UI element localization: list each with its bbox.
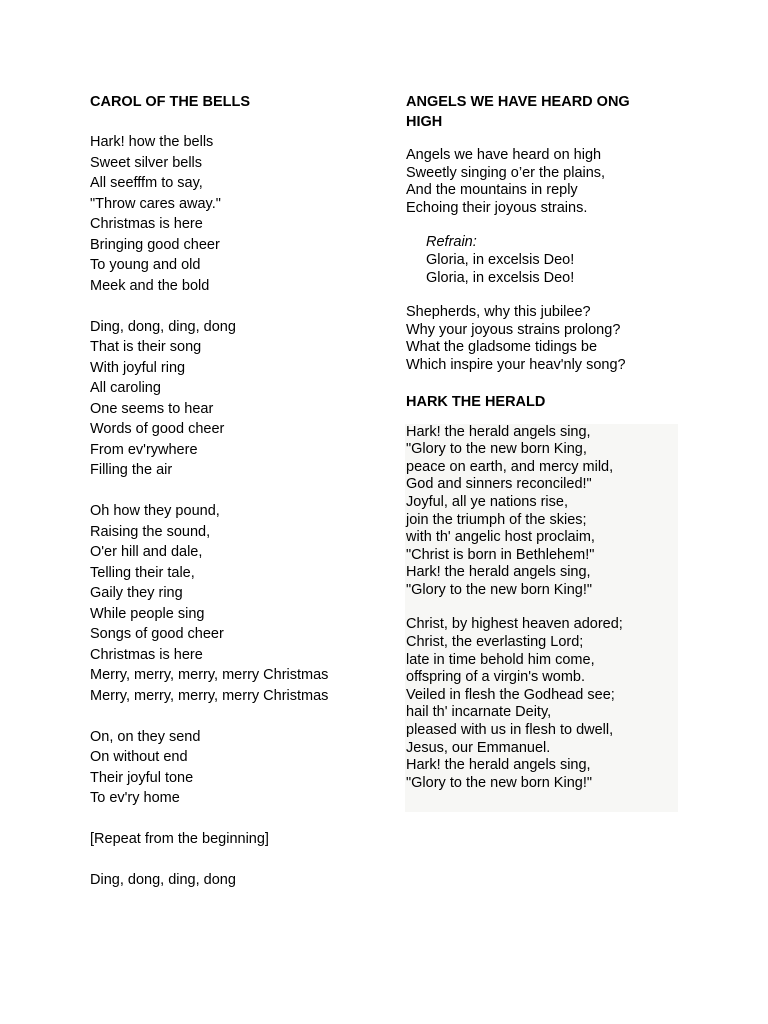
carol-of-the-bells-title: CAROL OF THE BELLS	[90, 94, 251, 110]
angels-stanza-1	[406, 147, 678, 217]
herald-line: with th' angelic host proclaim,	[406, 529, 595, 546]
carol-line: Bringing good cheer	[90, 236, 220, 253]
refrain-line: Gloria, in excelsis Deo!	[426, 251, 575, 268]
herald-line: Joyful, all ye nations rise,	[406, 493, 568, 510]
carol-line: One seems to hear	[90, 400, 214, 417]
herald-line: "Glory to the new born King!"	[406, 581, 593, 598]
herald-line: God and sinners reconciled!"	[406, 476, 592, 493]
carol-line: Meek and the bold	[90, 277, 210, 294]
hark-the-herald-title: HARK THE HERALD	[406, 393, 546, 410]
herald-line: Jesus, our Emmanuel.	[406, 739, 551, 756]
left-column	[90, 92, 390, 911]
herald-stanza	[406, 424, 678, 600]
carol-line: All caroling	[90, 380, 161, 396]
angels-line: Why your joyous strains prolong?	[406, 321, 621, 338]
carol-line: Sweet silver bells	[90, 154, 203, 171]
carol-line: Christmas is here	[90, 646, 203, 663]
carol-line: O'er hill and dale,	[90, 544, 203, 560]
carol-line: Telling their tale,	[90, 564, 195, 581]
herald-line: Christ, the everlasting Lord;	[406, 634, 584, 651]
carol-line: Ding, dong, ding, dong	[90, 872, 236, 888]
carol-of-the-bells-lyrics	[90, 132, 390, 891]
herald-line: Hark! the herald angels sing,	[406, 757, 591, 774]
carol-line: Oh how they pound,	[90, 503, 220, 519]
refrain-line: Gloria, in excelsis Deo!	[426, 269, 575, 286]
carol-line: Ding, dong, ding, dong	[90, 318, 236, 335]
herald-line: Hark! the herald angels sing,	[406, 564, 591, 581]
carol-stanza	[90, 317, 390, 481]
carol-line: From ev'rywhere	[90, 441, 198, 458]
herald-line: "Christ is born in Bethlehem!"	[406, 546, 595, 563]
carol-stanza	[90, 501, 390, 706]
angels-title-line-2: HIGH	[406, 114, 443, 130]
carol-line: That is their song	[90, 339, 202, 355]
herald-line: offspring of a virgin's womb.	[406, 669, 585, 686]
carol-line: On without end	[90, 749, 188, 765]
carol-line: Gaily they ring	[90, 585, 183, 601]
carol-line: Filling the air	[90, 462, 173, 478]
angels-we-have-heard-title	[406, 92, 678, 132]
carol-stanza	[90, 829, 390, 850]
angels-refrain	[406, 234, 678, 287]
herald-line: "Glory to the new born King,	[406, 441, 587, 458]
herald-line: hail th' incarnate Deity,	[406, 704, 552, 721]
angels-line: And the mountains in reply	[406, 182, 578, 199]
herald-line: peace on earth, and mercy mild,	[406, 458, 614, 475]
carol-stanza	[90, 870, 390, 891]
angels-line: Sweetly singing o’er the plains,	[406, 164, 606, 181]
herald-line: Veiled in flesh the Godhead see;	[406, 686, 615, 703]
carol-line: [Repeat from the beginning]	[90, 831, 269, 847]
herald-line: pleased with us in flesh to dwell,	[406, 722, 614, 739]
carol-line: "Throw cares away."	[90, 195, 221, 212]
carol-line: Words of good cheer	[90, 421, 225, 437]
carol-line: All seefffm to say,	[90, 175, 203, 191]
carol-line: To young and old	[90, 257, 201, 273]
carol-line: On, on they send	[90, 728, 201, 745]
angels-line: Shepherds, why this jubilee?	[406, 304, 591, 321]
carol-line: Hark! how the bells	[90, 134, 214, 150]
angels-title-line-1: ANGELS WE HAVE HEARD ONG	[406, 94, 630, 110]
herald-stanza	[406, 616, 678, 792]
carol-line: Merry, merry, merry, merry Christmas	[90, 667, 329, 683]
carol-line: Songs of good cheer	[90, 626, 224, 642]
herald-line: Hark! the herald angels sing,	[406, 423, 591, 440]
angels-line: Angels we have heard on high	[406, 147, 602, 163]
carol-line: Merry, merry, merry, merry Christmas	[90, 687, 329, 704]
refrain-label: Refrain:	[426, 234, 477, 251]
carol-line: Raising the sound,	[90, 523, 211, 540]
herald-line: Christ, by highest heaven adored;	[406, 616, 623, 633]
angels-line: Which inspire your heav'nly song?	[406, 356, 626, 373]
carol-stanza	[90, 727, 390, 809]
carol-line: Their joyful tone	[90, 769, 194, 786]
angels-line: What the gladsome tidings be	[406, 339, 598, 356]
herald-line: "Glory to the new born King!"	[406, 774, 593, 791]
angels-line: Echoing their joyous strains.	[406, 199, 588, 216]
right-column	[406, 92, 678, 812]
hark-the-herald-lyrics	[405, 424, 678, 813]
angels-stanza-2	[406, 304, 678, 374]
carol-line: With joyful ring	[90, 359, 186, 376]
carol-line: Christmas is here	[90, 216, 203, 232]
herald-line: join the triumph of the skies;	[406, 511, 587, 528]
carol-line: To ev'ry home	[90, 790, 180, 806]
herald-line: late in time behold him come,	[406, 651, 595, 668]
carol-stanza	[90, 132, 390, 296]
carol-line: While people sing	[90, 605, 205, 622]
